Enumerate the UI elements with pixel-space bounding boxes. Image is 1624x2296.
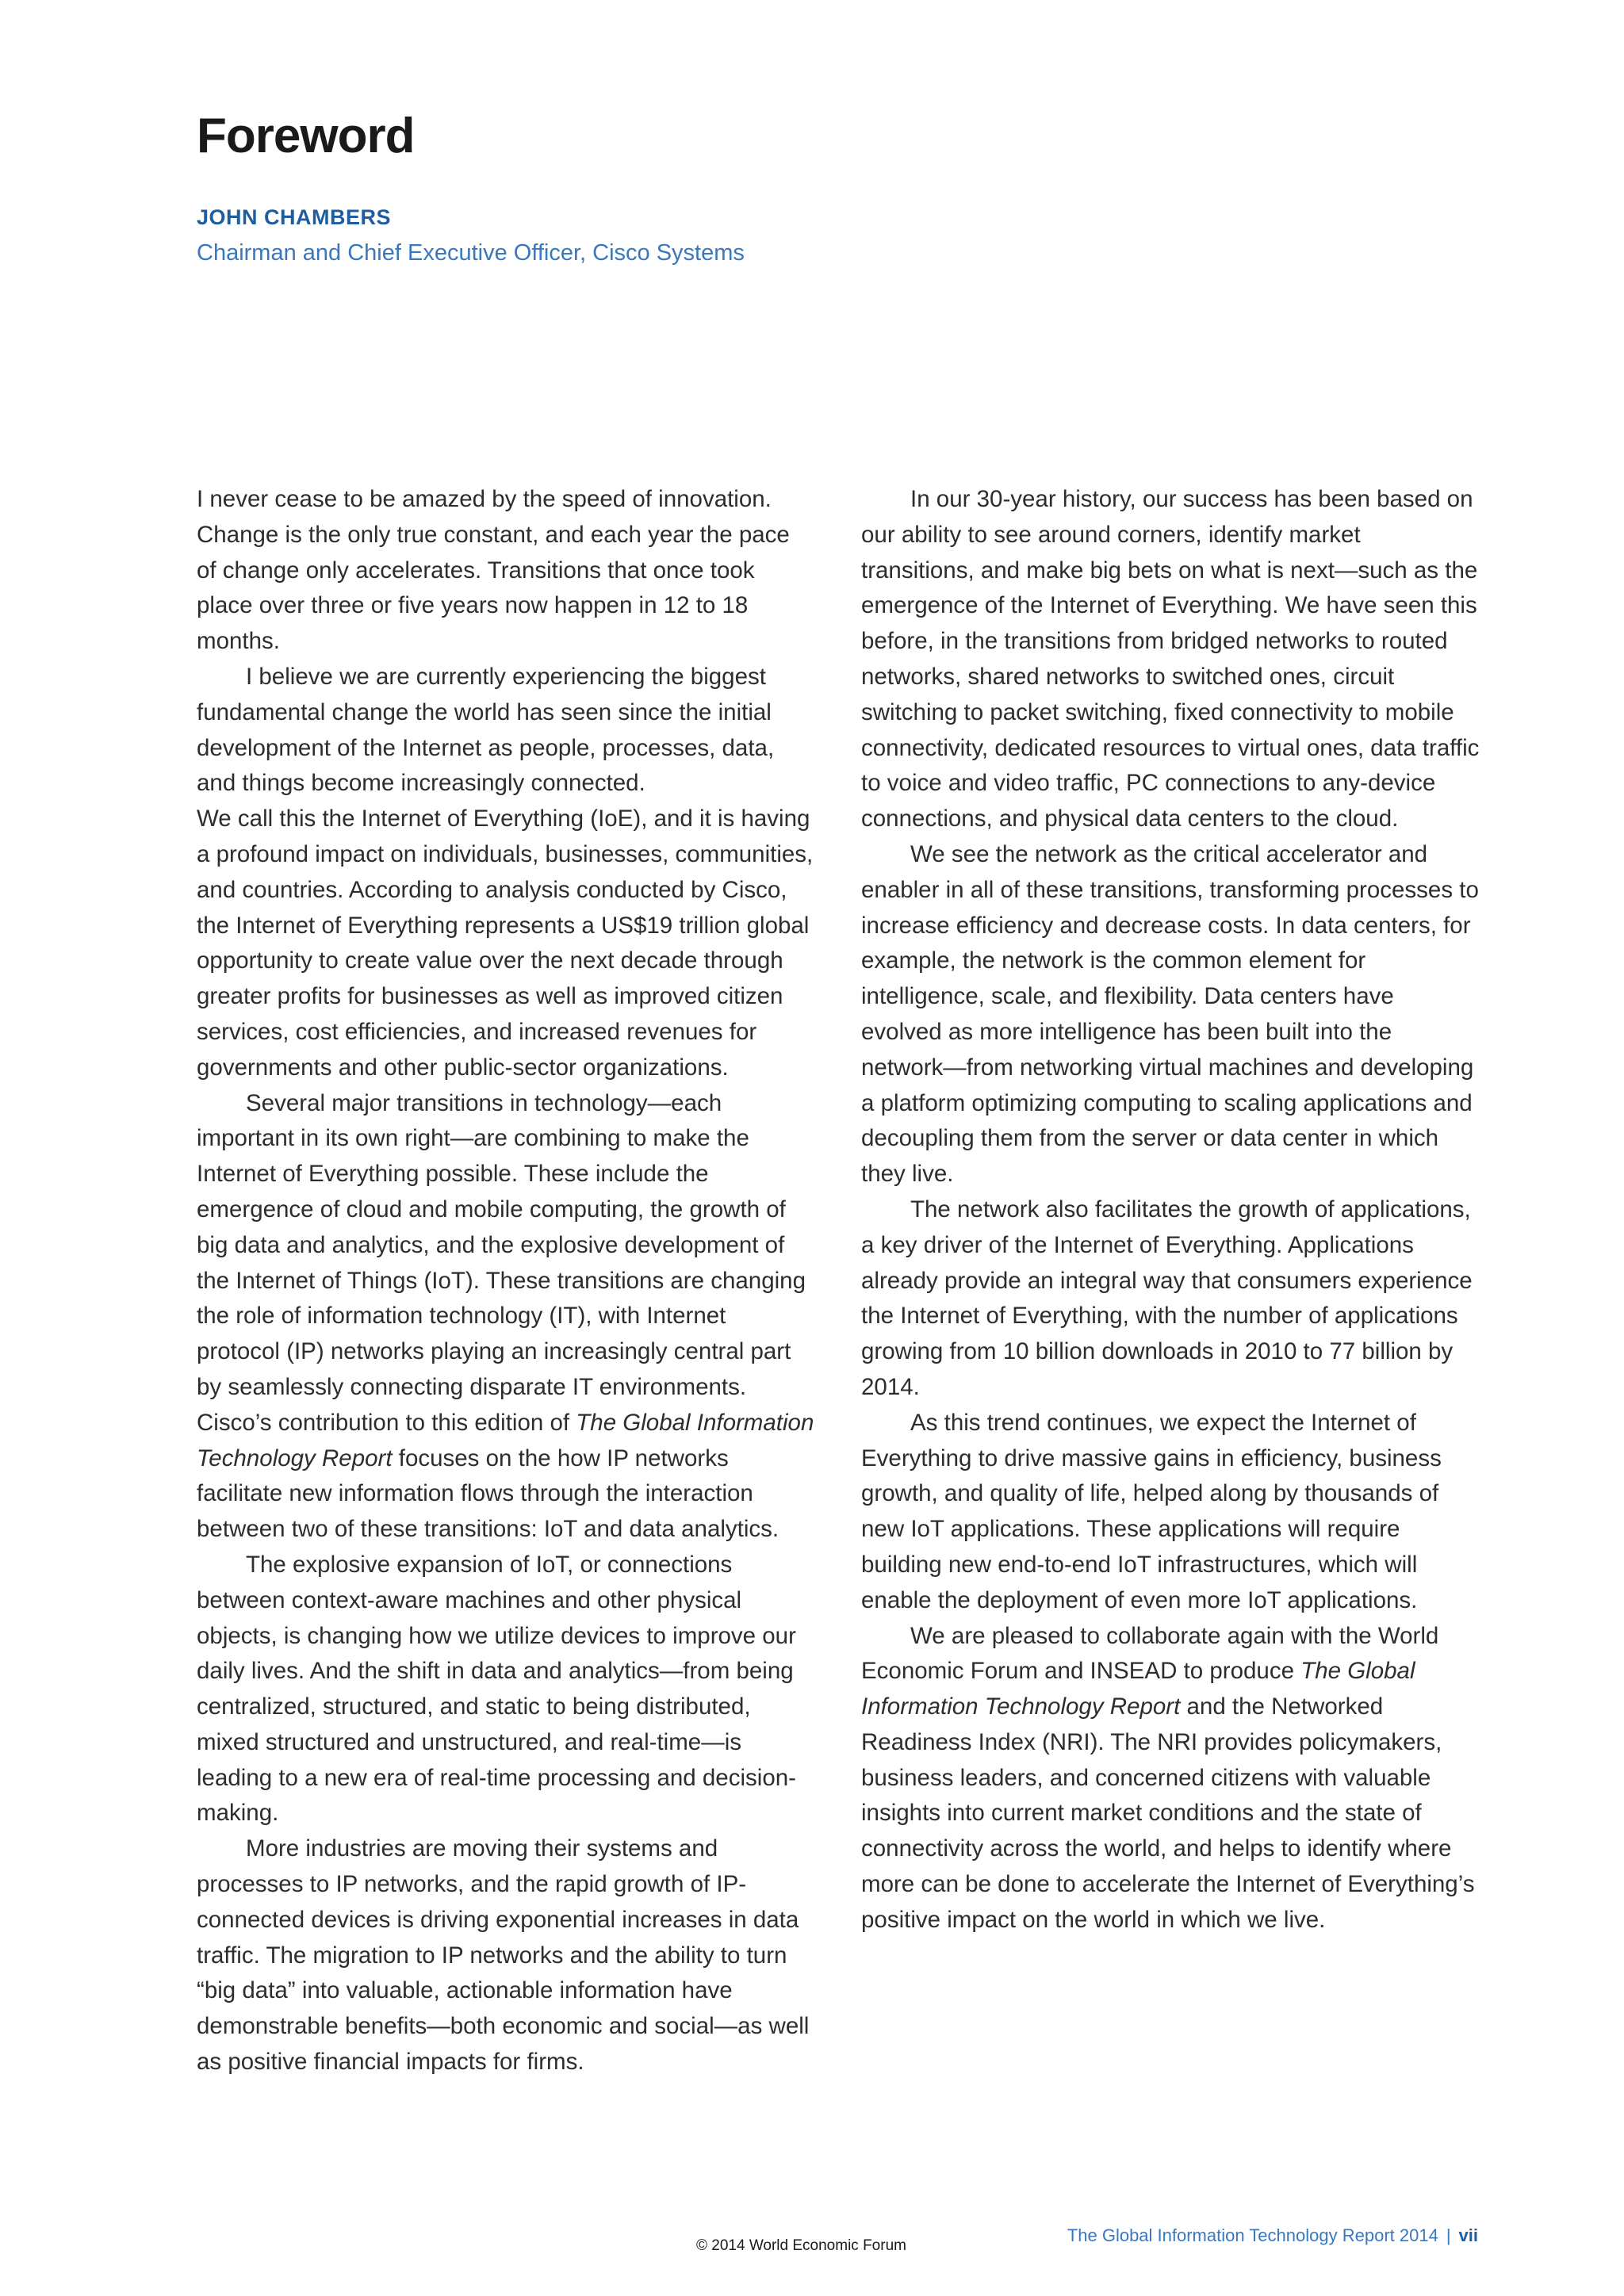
footer-report-title: The Global Information Technology Report 2014 bbox=[1067, 2225, 1438, 2245]
paragraph-text: focuses on the how IP networks facilitate new information flows through the interaction between two of these transitions: IoT and data analytics. bbox=[197, 1445, 779, 1543]
paragraph: The explosive expansion of IoT, or connections between context-aware machines and other physical objects, is changing how we utilize devices to improve our daily lives. And the shift in data and analytics—from being centralized, structured, and static to being distributed, mixed structured and unstructured, and real-time—is leading to a new era of real-time processing and decision-making. bbox=[197, 1551, 796, 1827]
page-title: Foreword bbox=[197, 109, 415, 163]
paragraph: I never cease to be amazed by the speed of innovation. Change is the only true constant, and each year the pace of change only accelerates. Transitions that once took place over three or five years now happen in 12 to 18 months. bbox=[197, 486, 790, 655]
footer-separator: | bbox=[1446, 2225, 1451, 2245]
left-column bbox=[197, 482, 815, 2080]
paragraph: We see the network as the critical accelerator and enabler in all of these transitions, transforming processes to increase efficiency and decrease costs. In data centers, for example, the network is the common element for intelligence, scale, and flexibility. Data centers have evolved as more intelligence has been built into the network—from networking virtual machines and developing a platform optimizing computing to scaling applications and decoupling them from the server or data center in which they live. bbox=[861, 840, 1479, 1188]
footer-running-title bbox=[1067, 2225, 1478, 2246]
paragraph bbox=[861, 1619, 1480, 1938]
right-column bbox=[861, 482, 1480, 1938]
paragraph: I believe we are currently experiencing the biggest fundamental change the world has seen since the initial development of the Internet as people, processes, data, and things become increasingly connected. bbox=[197, 663, 775, 797]
paragraph: As this trend continues, we expect the Internet of Everything to drive massive gains in efficiency, business growth, and quality of life, helped along by thousands of new IoT applications. These applications will require building new end-to-end IoT infrastructures, which will enable the deployment of even more IoT applications. bbox=[861, 1409, 1442, 1613]
author-role: Chairman and Chief Executive Officer, Cisco Systems bbox=[197, 240, 745, 266]
paragraph bbox=[197, 1086, 815, 1548]
report-title-italic: The Global Information Technology Report bbox=[861, 1658, 1415, 1720]
page-number: vii bbox=[1458, 2225, 1478, 2245]
paragraph: We call this the Internet of Everything (IoE), and it is having a profound impact on individuals, businesses, communities, and countries. According to analysis conducted by Cisco, the Internet of Everything represents a US$19 trillion global opportunity to create value over the next decade through greater profits for businesses as well as improved citizen services, cost efficiencies, and increased revenues for governments and other public-sector organizations. bbox=[197, 806, 814, 1081]
paragraph-text: and the Networked Readiness Index (NRI). The NRI provides policymakers, business leaders, and concerned citizens with valuable insights into current market conditions and the state of connectivity across the world, and helps to identify where more can be done to accelerate the Internet of Everything’s positive impact on the world in which we live. bbox=[861, 1693, 1475, 1933]
report-title-italic: The Global Information Technology Report bbox=[197, 1409, 814, 1471]
paragraph: More industries are moving their systems and processes to IP networks, and the rapid growth of IP-connected devices is driving exponential increases in data traffic. The migration to IP networks and the ability to turn “big data” into valuable, actionable information have demonstrable benefits—both economic and social—as well as positive financial impacts for firms. bbox=[197, 1835, 810, 2076]
footer-copyright: © 2014 World Economic Forum bbox=[696, 2237, 906, 2254]
author-name: JOHN CHAMBERS bbox=[197, 205, 392, 229]
paragraph-text: Several major transitions in technology—each important in its own right—are combining to make the Internet of Everything possible. These include the emergence of cloud and mobile computing, the growth of big data and analytics, and the explosive development of the Internet of Things (IoT). These transitions are changing the role of information technology (IT), with Internet protocol (IP) networks playing an increasingly central part by seamlessly connecting disparate IT environments. Cisco’s contribution to this edition of bbox=[197, 1089, 806, 1436]
paragraph-text: We are pleased to collaborate again with the World Economic Forum and INSEAD to produce bbox=[861, 1622, 1439, 1685]
paragraph: The network also facilitates the growth of applications, a key driver of the Internet of Everything. Applications already provide an integral way that consumers experience the Internet of Everything, with the number of applications growing from 10 billion downloads in 2010 to 77 billion by 2014. bbox=[861, 1196, 1473, 1400]
paragraph: In our 30-year history, our success has been based on our ability to see around corners, identify market transitions, and make big bets on what is next—such as the emergence of the Internet of Everything. We have seen this before, in the transitions from bridged networks to routed networks, shared networks to switched ones, circuit switching to packet switching, fixed connectivity to mobile connectivity, dedicated resources to virtual ones, data traffic to voice and video traffic, PC connections to any-device connections, and physical data centers to the cloud. bbox=[861, 486, 1480, 832]
